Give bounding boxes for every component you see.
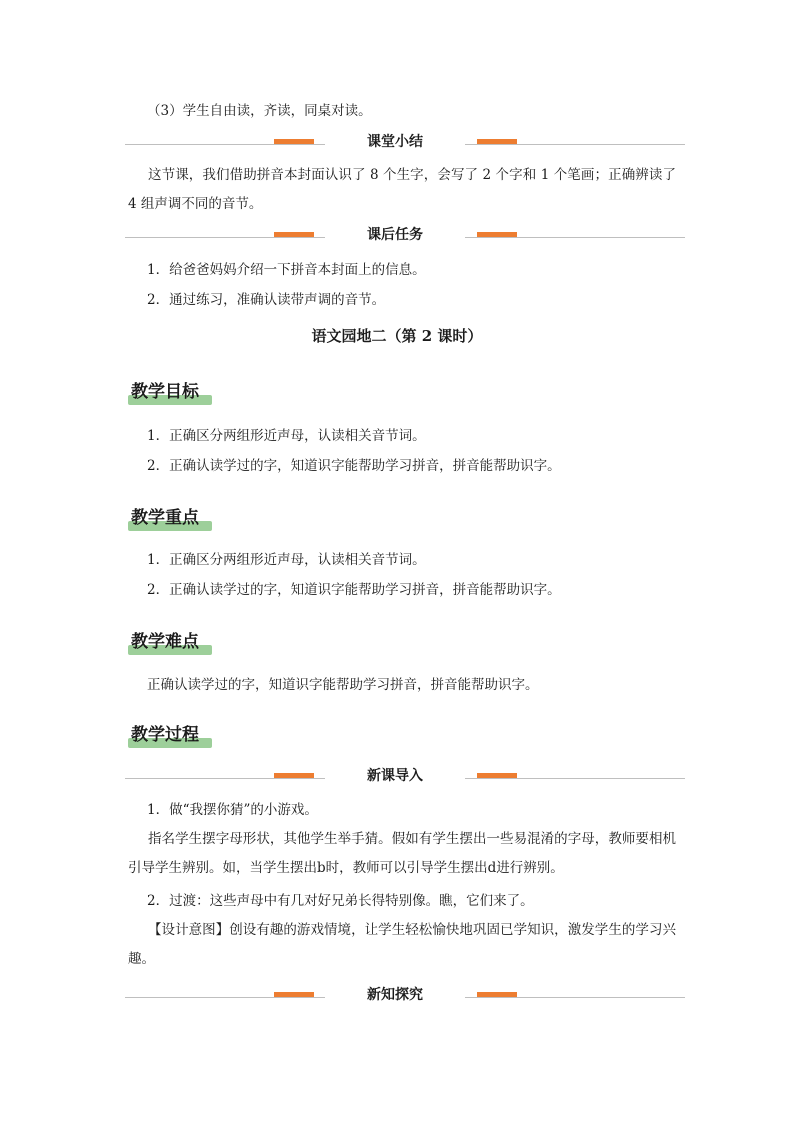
process-step-1: 1．做“我摆你猜”的小游戏。	[147, 802, 318, 818]
explore-label: 新知探究	[325, 985, 465, 1005]
difficulties-text: 正确认读学过的字，知道识字能帮助学习拼音，拼音能帮助识字。	[147, 677, 539, 693]
difficulties-heading-text: 教学难点	[131, 632, 199, 652]
homework-item-2: 2．通过练习，准确认读带声调的音节。	[147, 292, 386, 308]
section-divider-explore	[125, 987, 685, 1005]
lesson-title: 语文园地二（第 2 课时）	[311, 327, 483, 345]
goals-heading	[128, 381, 199, 407]
key-points-heading	[128, 507, 199, 533]
difficulties-heading	[128, 631, 199, 657]
section-divider-intro	[125, 768, 685, 786]
summary-label: 课堂小结	[325, 132, 465, 152]
goals-item-1: 1．正确区分两组形近声母，认读相关音节词。	[147, 428, 426, 444]
intro-label: 新课导入	[325, 766, 465, 786]
goals-item-2: 2．正确认读学过的字，知道识字能帮助学习拼音，拼音能帮助识字。	[147, 458, 561, 474]
divider-accent-left	[274, 992, 314, 997]
homework-label: 课后任务	[325, 225, 465, 245]
divider-accent-left	[274, 232, 314, 237]
process-heading	[128, 724, 199, 750]
design-intent: 【设计意图】创设有趣的游戏情境，让学生轻松愉快地巩固已学知识，激发学生的学习兴趣。	[128, 922, 676, 967]
divider-accent-right	[477, 139, 517, 144]
divider-accent-right	[477, 232, 517, 237]
section-divider-homework	[125, 227, 685, 245]
process-heading-text: 教学过程	[131, 725, 199, 745]
homework-item-1: 1．给爸爸妈妈介绍一下拼音本封面上的信息。	[147, 262, 426, 278]
key-points-item-2: 2．正确认读学过的字，知道识字能帮助学习拼音，拼音能帮助识字。	[147, 582, 561, 598]
key-points-heading-text: 教学重点	[131, 508, 199, 528]
divider-accent-left	[274, 139, 314, 144]
key-points-item-1: 1．正确区分两组形近声母，认读相关音节词。	[147, 552, 426, 568]
goals-heading-text: 教学目标	[131, 382, 199, 402]
process-step-2: 2．过渡：这些声母中有几对好兄弟长得特别像。瞧，它们来了。	[147, 893, 534, 909]
top-item-3: （3）学生自由读，齐读，同桌对读。	[147, 103, 372, 119]
process-step-1-desc: 指名学生摆字母形状，其他学生举手猜。假如有学生摆出一些易混淆的字母，教师要相机引导学生辨别。如，当学生摆出b时，教师可以引导学生摆出d进行辨别。	[128, 831, 676, 876]
section-divider-summary	[125, 134, 685, 152]
summary-text: 这节课，我们借助拼音本封面认识了 8 个生字，会写了 2 个字和 1 个笔画；正确辨读了 4 组声调不同的音节。	[128, 167, 676, 212]
divider-accent-right	[477, 992, 517, 997]
divider-accent-right	[477, 773, 517, 778]
divider-accent-left	[274, 773, 314, 778]
